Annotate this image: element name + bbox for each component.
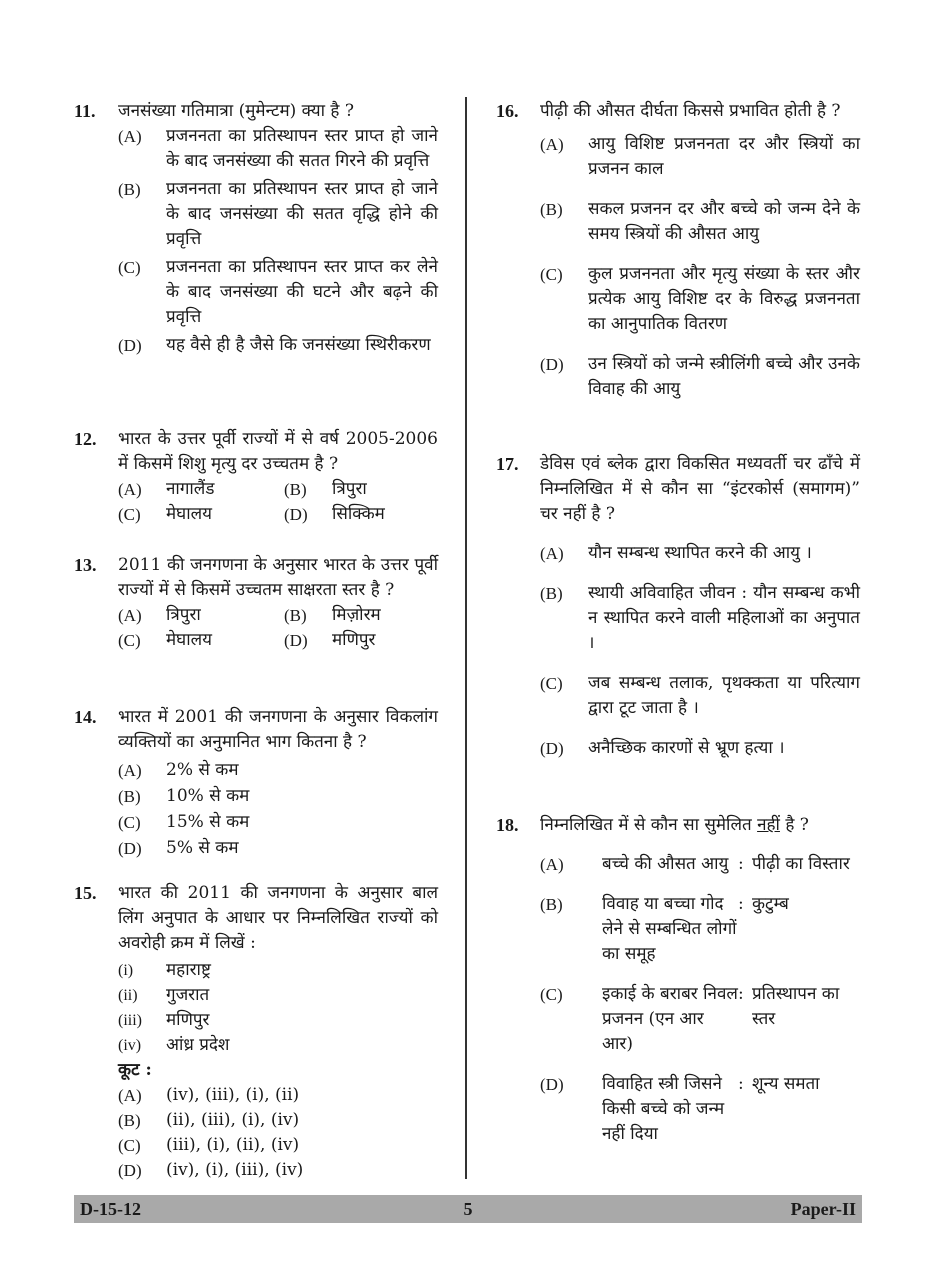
option-label: (A) xyxy=(118,1086,142,1105)
question-text: भारत में 2001 की जनगणना के अनुसार विकलांग व्यक्तियों का अनुमानित भाग कितना है ? xyxy=(118,707,438,752)
option-text: (ii), (iii), (i), (iv) xyxy=(166,1110,300,1130)
option-a[interactable] xyxy=(540,852,860,877)
option-text: मेघालय xyxy=(166,630,213,650)
option-d[interactable] xyxy=(284,502,450,527)
option-label: (D) xyxy=(118,839,142,858)
match-colon: : xyxy=(738,854,744,874)
option-a[interactable] xyxy=(540,541,860,566)
option-label: (B) xyxy=(118,1111,141,1130)
option-d[interactable] xyxy=(540,1072,860,1147)
match-colon: : xyxy=(738,1074,744,1094)
match-colon: : xyxy=(738,894,744,914)
page-footer xyxy=(74,1195,862,1223)
option-b[interactable] xyxy=(284,603,450,628)
question-14 xyxy=(74,705,438,861)
option-label: (C) xyxy=(118,505,141,524)
option-label: (D) xyxy=(540,739,564,758)
match-left: बच्चे की औसत आयु xyxy=(602,854,729,874)
match-left: इकाई के बराबर निवल प्रजनन (एन आर आर) xyxy=(602,984,738,1054)
item-label: (iv) xyxy=(118,1037,142,1054)
option-b[interactable] xyxy=(284,477,450,502)
option-c[interactable] xyxy=(118,255,438,330)
option-c[interactable] xyxy=(118,628,284,653)
option-text: प्रजननता का प्रतिस्थापन स्तर प्राप्त कर लेने के बाद जनसंख्या की घटने और बढ़ने की प्रवृत्ति xyxy=(166,257,438,327)
option-text: (iii), (i), (ii), (iv) xyxy=(166,1135,300,1155)
option-label: (C) xyxy=(540,674,563,693)
option-label: (C) xyxy=(118,258,141,277)
question-number: 16. xyxy=(496,101,519,121)
question-16 xyxy=(496,99,860,402)
question-number: 11. xyxy=(74,101,96,121)
question-text: 2011 की जनगणना के अनुसार भारत के उत्तर पूर्वी राज्यों में से किसमें उच्चतम साक्षरता स्तर है ? xyxy=(118,555,438,600)
option-d[interactable] xyxy=(540,352,860,402)
option-text: मिज़ोरम xyxy=(332,605,381,625)
option-label: (C) xyxy=(118,631,141,650)
option-text: आयु विशिष्ट प्रजननता दर और स्त्रियों का प्रजनन काल xyxy=(588,134,860,179)
option-a[interactable] xyxy=(118,1083,438,1108)
question-number: 12. xyxy=(74,429,97,449)
question-text-after: है ? xyxy=(779,815,809,835)
option-text: प्रजननता का प्रतिस्थापन स्तर प्राप्त हो जाने के बाद जनसंख्या की सतत गिरने की प्रवृत्ति xyxy=(166,126,438,171)
option-c[interactable] xyxy=(118,502,284,527)
option-a[interactable] xyxy=(540,132,860,182)
item-label: (iii) xyxy=(118,1012,142,1029)
question-text: भारत के उत्तर पूर्वी राज्यों में से वर्ष 2005-2006 में किसमें शिशु मृत्यु दर उच्चतम है ? xyxy=(118,429,438,474)
match-left: विवाह या बच्चा गोद लेने से सम्बन्धित लोगों का समूह xyxy=(602,894,737,964)
option-d[interactable] xyxy=(284,628,450,653)
option-label: (D) xyxy=(540,1075,564,1094)
option-c[interactable] xyxy=(540,262,860,337)
option-label: (D) xyxy=(284,631,308,650)
option-label: (C) xyxy=(540,265,563,284)
option-d[interactable] xyxy=(540,736,860,761)
option-text: यौन सम्बन्ध स्थापित करने की आयु । xyxy=(588,543,812,563)
item-text: महाराष्ट्र xyxy=(166,960,211,980)
option-label: (B) xyxy=(118,787,141,806)
question-text: जनसंख्या गतिमात्रा (मुमेन्टम) क्या है ? xyxy=(118,101,354,121)
option-label: (D) xyxy=(284,505,308,524)
question-18 xyxy=(496,813,860,1147)
option-label: (D) xyxy=(118,336,142,355)
option-text: 15% से कम xyxy=(166,812,250,832)
paper-label: Paper-II xyxy=(790,1199,856,1219)
list-item-i xyxy=(118,958,438,983)
option-label: (A) xyxy=(118,127,142,146)
question-number: 13. xyxy=(74,555,97,575)
option-label: (C) xyxy=(118,813,141,832)
option-a[interactable] xyxy=(118,603,284,628)
column-divider xyxy=(465,97,467,1179)
option-text: सकल प्रजनन दर और बच्चे को जन्म देने के समय स्त्रियों की औसत आयु xyxy=(588,199,860,244)
list-item-ii xyxy=(118,983,438,1008)
option-c[interactable] xyxy=(118,810,438,835)
option-d[interactable] xyxy=(118,836,438,861)
option-label: (C) xyxy=(118,1136,141,1155)
question-15 xyxy=(74,881,438,1183)
option-d[interactable] xyxy=(118,333,438,358)
options-grid xyxy=(118,603,438,653)
options-grid xyxy=(118,477,438,527)
match-left: विवाहित स्त्री जिसने किसी बच्चे को जन्म नहीं दिया xyxy=(602,1074,725,1144)
option-c[interactable] xyxy=(540,671,860,721)
option-text: (iv), (iii), (i), (ii) xyxy=(166,1085,300,1105)
option-text: मेघालय xyxy=(166,504,213,524)
option-text: सिक्किम xyxy=(332,504,385,524)
match-right: शून्य समता xyxy=(752,1074,820,1094)
page-number: 5 xyxy=(463,1199,473,1219)
option-text: यह वैसे ही है जैसे कि जनसंख्या स्थिरीकरण xyxy=(166,335,431,355)
question-11 xyxy=(74,99,438,358)
match-right: कुटुम्ब xyxy=(752,894,789,914)
option-text: नागालैंड xyxy=(166,479,215,499)
item-text: आंध्र प्रदेश xyxy=(166,1035,230,1055)
match-right: प्रतिस्थापन का स्तर xyxy=(752,984,840,1029)
option-b[interactable] xyxy=(118,784,438,809)
option-text: मणिपुर xyxy=(332,630,376,650)
option-text: त्रिपुरा xyxy=(332,479,367,499)
option-label: (A) xyxy=(118,606,142,625)
match-right: पीढ़ी का विस्तार xyxy=(752,854,850,874)
option-a[interactable] xyxy=(118,477,284,502)
question-number: 15. xyxy=(74,883,97,903)
option-text: प्रजननता का प्रतिस्थापन स्तर प्राप्त हो जाने के बाद जनसंख्या की सतत वृद्धि होने की प्रवृत्ति xyxy=(166,179,438,249)
option-label: (A) xyxy=(540,544,564,563)
option-label: (D) xyxy=(118,1161,142,1180)
question-text: पीढ़ी की औसत दीर्घता किससे प्रभावित होती है ? xyxy=(540,101,841,121)
question-12 xyxy=(74,427,438,527)
question-text-negation: नहीं xyxy=(757,815,780,835)
item-label: (i) xyxy=(118,962,134,979)
option-label: (B) xyxy=(540,200,563,219)
question-number: 17. xyxy=(496,454,519,474)
match-colon: : xyxy=(738,984,744,1004)
option-text: अनैच्छिक कारणों से भ्रूण हत्या । xyxy=(588,738,785,758)
option-text: जब सम्बन्ध तलाक, पृथक्कता या परित्याग द्वारा टूट जाता है । xyxy=(588,673,860,718)
option-c[interactable] xyxy=(118,1133,438,1158)
question-text-before: निम्नलिखित में से कौन सा सुमेलित xyxy=(540,815,758,835)
question-17 xyxy=(496,452,860,761)
question-number: 18. xyxy=(496,815,519,835)
paper-code: D-15-12 xyxy=(80,1199,141,1219)
option-b[interactable] xyxy=(118,1108,438,1133)
option-c[interactable] xyxy=(540,982,860,1057)
option-text: 2% से कम xyxy=(166,760,239,780)
item-label: (ii) xyxy=(118,987,138,1004)
option-label: (A) xyxy=(540,855,564,874)
question-text: भारत की 2011 की जनगणना के अनुसार बाल लिंग अनुपात के आधार पर निम्नलिखित राज्यों को अवरोही क्रम में लिखें : xyxy=(118,883,438,953)
option-label: (B) xyxy=(118,180,141,199)
option-b[interactable] xyxy=(118,177,438,252)
question-number: 14. xyxy=(74,707,97,727)
option-label: (A) xyxy=(118,480,142,499)
item-text: गुजरात xyxy=(166,985,210,1005)
option-label: (A) xyxy=(118,761,142,780)
option-d[interactable] xyxy=(118,1158,438,1183)
question-text xyxy=(540,813,860,838)
option-label: (C) xyxy=(540,985,563,1004)
option-b[interactable] xyxy=(540,581,860,656)
option-label: (D) xyxy=(540,355,564,374)
option-label: (B) xyxy=(540,584,563,603)
question-text: डेविस एवं ब्लेक द्वारा विकसित मध्यवर्ती चर ढाँचे में निम्नलिखित में से कौन सा “इंटरकोर्स (समागम)” चर नहीं है ? xyxy=(540,454,860,524)
option-a[interactable] xyxy=(118,758,438,783)
option-b[interactable] xyxy=(540,197,860,247)
list-item-iv xyxy=(118,1033,438,1058)
option-label: (B) xyxy=(540,895,563,914)
option-a[interactable] xyxy=(118,124,438,174)
option-b[interactable] xyxy=(540,892,860,967)
option-text: 5% से कम xyxy=(166,838,239,858)
list-item-iii xyxy=(118,1008,438,1033)
option-text: कुल प्रजननता और मृत्यु संख्या के स्तर और प्रत्येक आयु विशिष्ट दर के विरुद्ध प्रजननता का आनुपातिक वितरण xyxy=(588,264,860,334)
item-text: मणिपुर xyxy=(166,1010,210,1030)
question-13 xyxy=(74,553,438,653)
option-text: (iv), (i), (iii), (iv) xyxy=(166,1160,304,1180)
option-text: उन स्त्रियों को जन्मे स्त्रीलिंगी बच्चे और उनके विवाह की आयु xyxy=(588,354,860,399)
option-text: 10% से कम xyxy=(166,786,250,806)
option-label: (A) xyxy=(540,135,564,154)
option-label: (B) xyxy=(284,606,307,625)
option-text: त्रिपुरा xyxy=(166,605,201,625)
option-text: स्थायी अविवाहित जीवन : यौन सम्बन्ध कभी न स्थापित करने वाली महिलाओं का अनुपात । xyxy=(588,583,860,653)
code-label: कूट : xyxy=(118,1060,152,1080)
option-label: (B) xyxy=(284,480,307,499)
